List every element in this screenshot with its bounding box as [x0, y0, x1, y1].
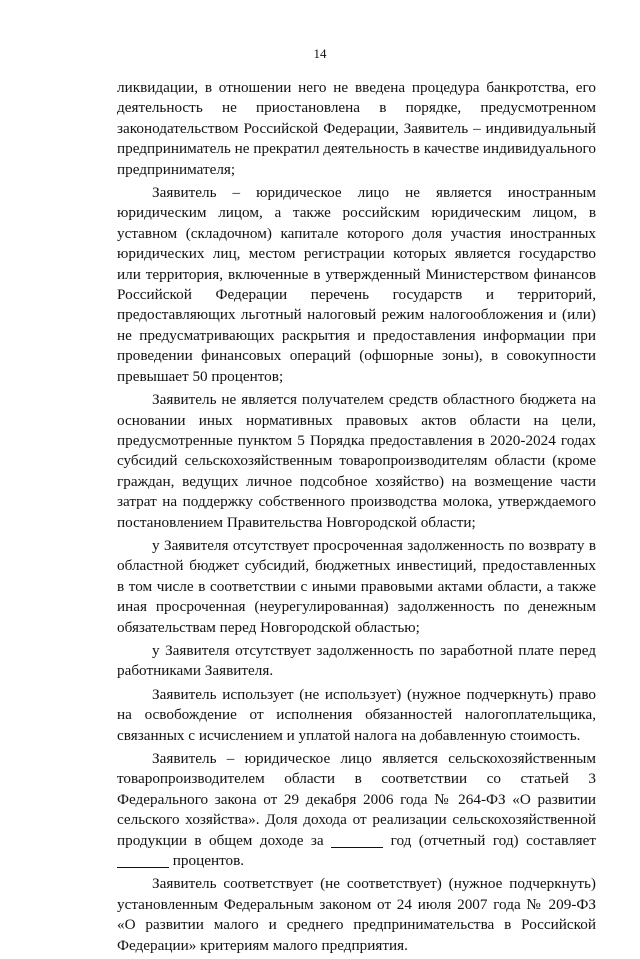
paragraph-small-business: Заявитель соответствует (не соответствует) (нужное подчеркнуть) установленным Федеральным законом от 24 июля 2007 года № 209-ФЗ «О развитии малого и среднего предпринимательства в Российской Федерации» критериям малого предприятия.	[117, 875, 596, 954]
agricultural-text-part-1: Заявитель – юридическое лицо является сельскохозяйственным товаропроизводителем области в соответствии со статьей 3 Федерального закона от 29 декабря 2006 года № 264-ФЗ «О развитии сельского хозяйства». Доля дохода от реализации сельскохозяйственной продукции в общем доходе за	[117, 750, 596, 849]
agricultural-text-part-3: процентов.	[172, 852, 245, 870]
year-blank-field[interactable]	[331, 831, 383, 847]
paragraph-liquidation: ликвидации, в отношении него не введена процедура банкротства, его деятельность не приостановлена в порядке, предусмотренном законодательством Российской Федерации, Заявитель – индивидуальный предприниматель не прекратил деятельность в качестве индивидуального предпринимателя;	[117, 79, 596, 178]
paragraph-vat-exemption: Заявитель использует (не использует) (нужное подчеркнуть) право на освобождение от исполнения обязанностей налогоплательщика, связанных с исчислением и уплатой налога на добавленную стоимость.	[117, 685, 596, 744]
paragraph-wage-arrears: у Заявителя отсутствует задолженность по заработной плате перед работниками Заявителя.	[117, 641, 596, 680]
paragraph-budget-recipient: Заявитель не является получателем средств областного бюджета на основании иных нормативных правовых актов области на цели, предусмотренные пунктом 5 Порядка предоставления в 2020-2024 годах субсидий сельскохозяйственным товаропроизводителям области (кроме граждан, ведущих личное подсобное хозяйство) на возмещение части затрат на поддержку собственного производства молока, утверждаемого постановлением Правительства Новгородской области;	[117, 391, 596, 531]
paragraph-agricultural-producer	[117, 749, 596, 871]
document-body	[117, 78, 596, 959]
page-number: 14	[313, 46, 327, 61]
percent-blank-field[interactable]	[117, 852, 169, 868]
paragraph-foreign-entity: Заявитель – юридическое лицо не является иностранным юридическим лицом, а также российским юридическим лицом, в уставном (складочном) капитале которого доля участия иностранных юридических лиц, местом регистрации которых является государство или территория, включенные в утвержденный Министерством финансов Российской Федерации перечень государств и территорий, предоставляющих льготный налоговый режим налогообложения и (или) не предусматривающих раскрытия и предоставления информации при проведении финансовых операций (офшорные зоны), в совокупности превышает 50 процентов;	[117, 184, 596, 385]
agricultural-text-part-2: год (отчетный год) составляет	[390, 831, 597, 849]
paragraph-overdue-debt: у Заявителя отсутствует просроченная задолженность по возврату в областной бюджет субсидий, бюджетных инвестиций, предоставленных в том числе в соответствии с иными правовыми актами области, а также иная просроченная (неурегулированная) задолженность по денежным обязательствам перед Новгородской областью;	[117, 536, 596, 636]
